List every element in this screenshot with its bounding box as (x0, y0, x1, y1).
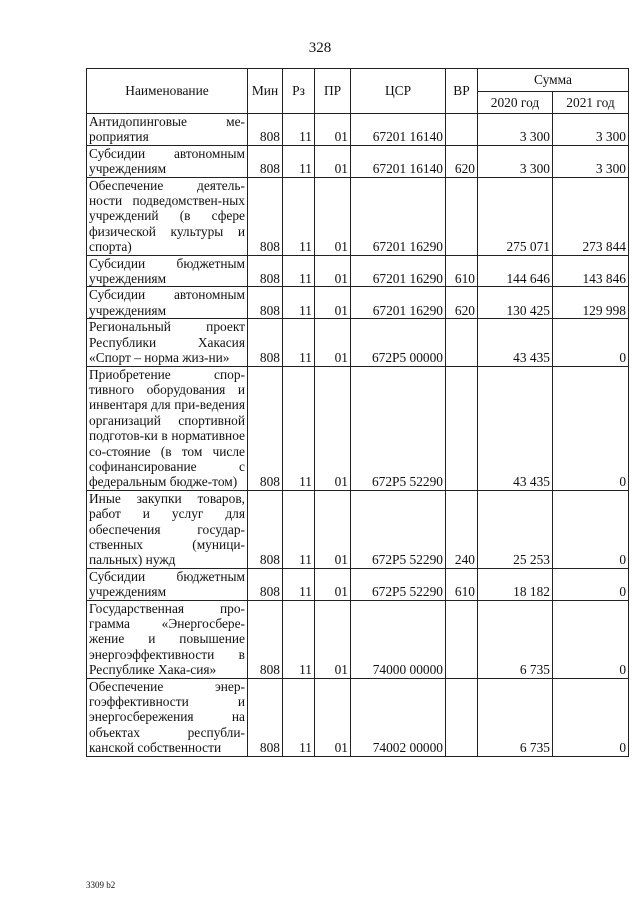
cell-rz: 11 (283, 114, 315, 146)
cell-rz: 11 (283, 366, 315, 490)
cell-name: Обеспечение энер-гоэффективности и энергосбережения на объектах республи-канской собственности (87, 678, 248, 756)
header-rz: Рз (283, 69, 315, 114)
table-row (87, 145, 629, 177)
cell-vr: 610 (446, 568, 478, 600)
cell-pr: 01 (315, 366, 351, 490)
cell-pr: 01 (315, 319, 351, 366)
cell-csr: 672P5 00000 (351, 319, 446, 366)
cell-min: 808 (248, 319, 283, 366)
cell-min: 808 (248, 177, 283, 255)
cell-vr (446, 366, 478, 490)
cell-2020: 3 300 (478, 114, 553, 146)
cell-2021: 0 (553, 490, 629, 568)
footer-code: 3309 b2 (86, 880, 116, 890)
cell-name: Региональный проект Республики Хакасия «Спорт – норма жиз-ни» (87, 319, 248, 366)
table-row (87, 255, 629, 287)
cell-pr: 01 (315, 114, 351, 146)
cell-min: 808 (248, 600, 283, 678)
cell-min: 808 (248, 490, 283, 568)
cell-csr: 67201 16290 (351, 255, 446, 287)
cell-name: Субсидии бюджетным учреждениям (87, 255, 248, 287)
cell-name: Субсидии бюджетным учреждениям (87, 568, 248, 600)
table-row (87, 287, 629, 319)
cell-rz: 11 (283, 600, 315, 678)
cell-pr: 01 (315, 568, 351, 600)
table-row (87, 366, 629, 490)
cell-2021: 143 846 (553, 255, 629, 287)
cell-rz: 11 (283, 145, 315, 177)
cell-min: 808 (248, 366, 283, 490)
header-min: Мин (248, 69, 283, 114)
table-row (87, 600, 629, 678)
cell-rz: 11 (283, 490, 315, 568)
cell-2020: 144 646 (478, 255, 553, 287)
cell-rz: 11 (283, 678, 315, 756)
cell-min: 808 (248, 287, 283, 319)
cell-vr: 610 (446, 255, 478, 287)
cell-csr: 67201 16290 (351, 177, 446, 255)
cell-csr: 67201 16140 (351, 114, 446, 146)
cell-vr (446, 319, 478, 366)
cell-2020: 130 425 (478, 287, 553, 319)
cell-rz: 11 (283, 287, 315, 319)
cell-csr: 672P5 52290 (351, 568, 446, 600)
cell-vr (446, 177, 478, 255)
header-name: Наименование (87, 69, 248, 114)
cell-name: Обеспечение деятель-ности подведомствен-ных учреждений (в сфере физической культуры и спорта) (87, 177, 248, 255)
cell-pr: 01 (315, 145, 351, 177)
cell-csr: 74002 00000 (351, 678, 446, 756)
cell-csr: 67201 16140 (351, 145, 446, 177)
header-vr: ВР (446, 69, 478, 114)
cell-min: 808 (248, 255, 283, 287)
cell-name: Государственная про-грамма «Энергосбере-жение и повышение энергоэффективности в Республике Хака-сия» (87, 600, 248, 678)
cell-2021: 0 (553, 600, 629, 678)
cell-2020: 43 435 (478, 319, 553, 366)
cell-vr (446, 600, 478, 678)
cell-2020: 3 300 (478, 145, 553, 177)
cell-2021: 129 998 (553, 287, 629, 319)
cell-min: 808 (248, 568, 283, 600)
table-row (87, 114, 629, 146)
cell-2020: 18 182 (478, 568, 553, 600)
cell-2021: 0 (553, 568, 629, 600)
cell-name: Антидопинговые ме-роприятия (87, 114, 248, 146)
cell-vr: 240 (446, 490, 478, 568)
table-body (87, 114, 629, 757)
budget-table (86, 68, 629, 757)
header-pr: ПР (315, 69, 351, 114)
table-row (87, 490, 629, 568)
cell-pr: 01 (315, 678, 351, 756)
cell-vr (446, 114, 478, 146)
cell-vr: 620 (446, 145, 478, 177)
cell-pr: 01 (315, 177, 351, 255)
cell-min: 808 (248, 114, 283, 146)
cell-csr: 67201 16290 (351, 287, 446, 319)
cell-min: 808 (248, 145, 283, 177)
header-year-2020: 2020 год (478, 92, 553, 114)
cell-name: Субсидии автономным учреждениям (87, 145, 248, 177)
cell-2021: 3 300 (553, 145, 629, 177)
cell-rz: 11 (283, 177, 315, 255)
cell-min: 808 (248, 678, 283, 756)
table-row (87, 678, 629, 756)
cell-name: Субсидии автономным учреждениям (87, 287, 248, 319)
cell-2021: 0 (553, 678, 629, 756)
cell-2020: 275 071 (478, 177, 553, 255)
cell-2021: 0 (553, 319, 629, 366)
cell-name: Приобретение спор-тивного оборудования и инвентаря для при-ведения организаций спортивной подготов-ки в нормативное со-стояние (в том числе софинансирование с федеральным бюдже-том) (87, 366, 248, 490)
cell-2020: 43 435 (478, 366, 553, 490)
cell-pr: 01 (315, 255, 351, 287)
cell-vr (446, 678, 478, 756)
table-row (87, 319, 629, 366)
cell-csr: 672P5 52290 (351, 490, 446, 568)
cell-2020: 6 735 (478, 678, 553, 756)
header-sum: Сумма (478, 69, 629, 92)
header-csr: ЦСР (351, 69, 446, 114)
cell-csr: 672P5 52290 (351, 366, 446, 490)
cell-rz: 11 (283, 568, 315, 600)
cell-vr: 620 (446, 287, 478, 319)
cell-2020: 25 253 (478, 490, 553, 568)
cell-pr: 01 (315, 287, 351, 319)
cell-name: Иные закупки товаров, работ и услуг для обеспечения государ-ственных (муници-пальных) нужд (87, 490, 248, 568)
header-year-2021: 2021 год (553, 92, 629, 114)
cell-pr: 01 (315, 600, 351, 678)
cell-2020: 6 735 (478, 600, 553, 678)
table-row (87, 568, 629, 600)
cell-pr: 01 (315, 490, 351, 568)
cell-csr: 74000 00000 (351, 600, 446, 678)
page-number: 328 (308, 40, 332, 56)
cell-rz: 11 (283, 319, 315, 366)
cell-2021: 3 300 (553, 114, 629, 146)
cell-2021: 273 844 (553, 177, 629, 255)
cell-2021: 0 (553, 366, 629, 490)
cell-rz: 11 (283, 255, 315, 287)
table-row (87, 177, 629, 255)
